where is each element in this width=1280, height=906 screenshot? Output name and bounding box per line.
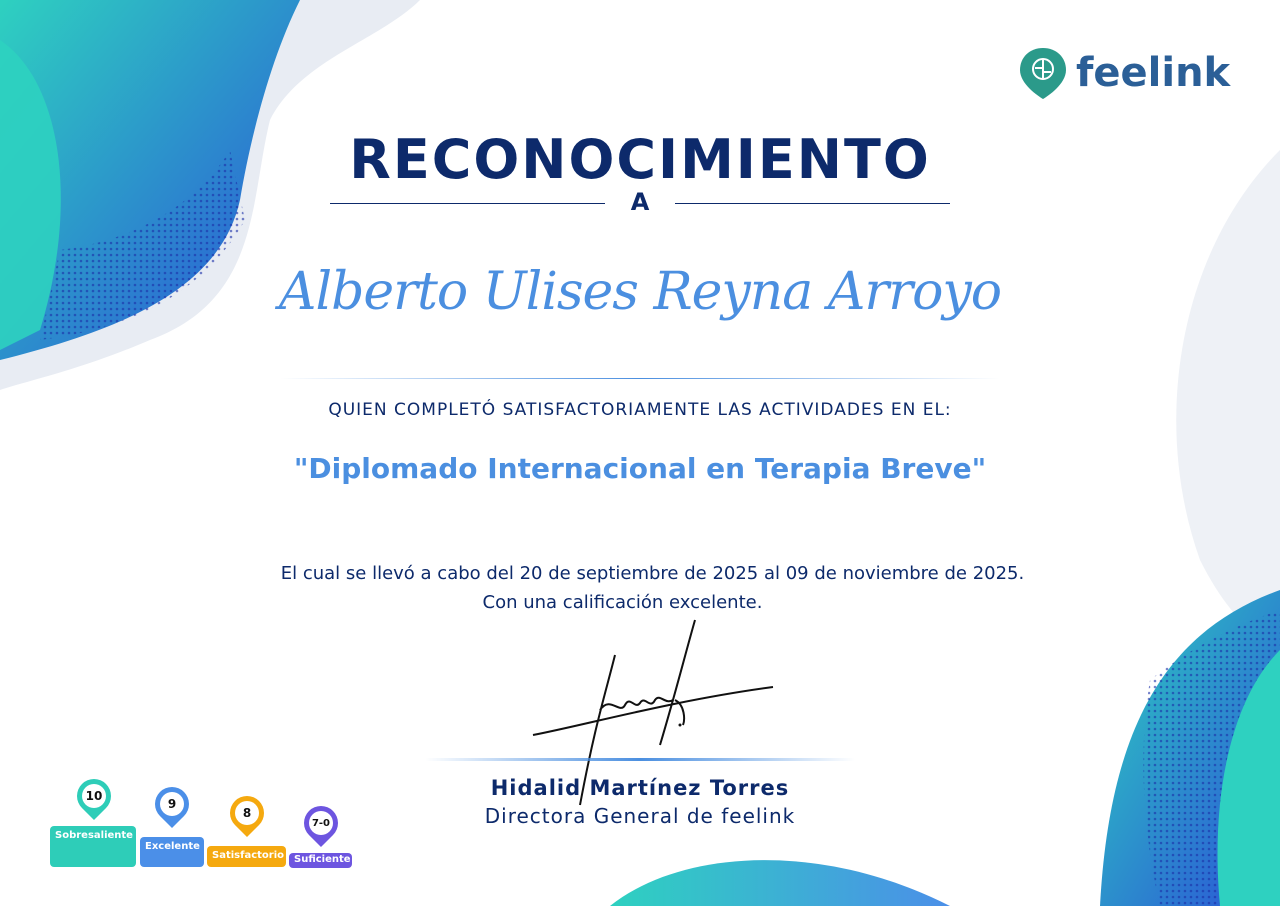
course-dates: El cual se llevó a cabo del 20 de septiembre de 2025 al 09 de noviembre de 2025. [280, 563, 1025, 584]
grade-label: Excelente [140, 837, 204, 867]
score-pin: 8 [223, 789, 271, 837]
score-pin: 10 [70, 772, 118, 820]
grade-label: Sobresaliente [50, 826, 136, 867]
grade-label: Satisfactorio [207, 846, 286, 867]
signature-line [425, 758, 855, 761]
signer-role: Directora General de feelink [484, 804, 796, 828]
grade-label: Suficiente [289, 853, 352, 868]
signer-name: Hidalid Martínez Torres [490, 776, 790, 800]
certificate-title: RECONOCIMIENTO [349, 128, 931, 191]
brain-pin-icon [1018, 46, 1068, 100]
logo-text: feelink [1076, 50, 1231, 96]
recipient-name: Alberto Ulises Reyna Arroyo [278, 262, 1002, 322]
completion-statement: QUIEN COMPLETÓ SATISFACTORIAMENTE LAS ACTIVIDADES EN EL: [328, 400, 952, 420]
score-pin: 9 [148, 780, 196, 828]
feelink-logo [1018, 46, 1230, 100]
score-pin: 7-0 [297, 799, 345, 847]
divider [280, 378, 1000, 379]
course-grade: Con una calificación excelente. [482, 592, 763, 613]
title-preposition: A [630, 188, 650, 216]
course-name: "Diplomado Internacional en Terapia Breve" [293, 452, 987, 485]
